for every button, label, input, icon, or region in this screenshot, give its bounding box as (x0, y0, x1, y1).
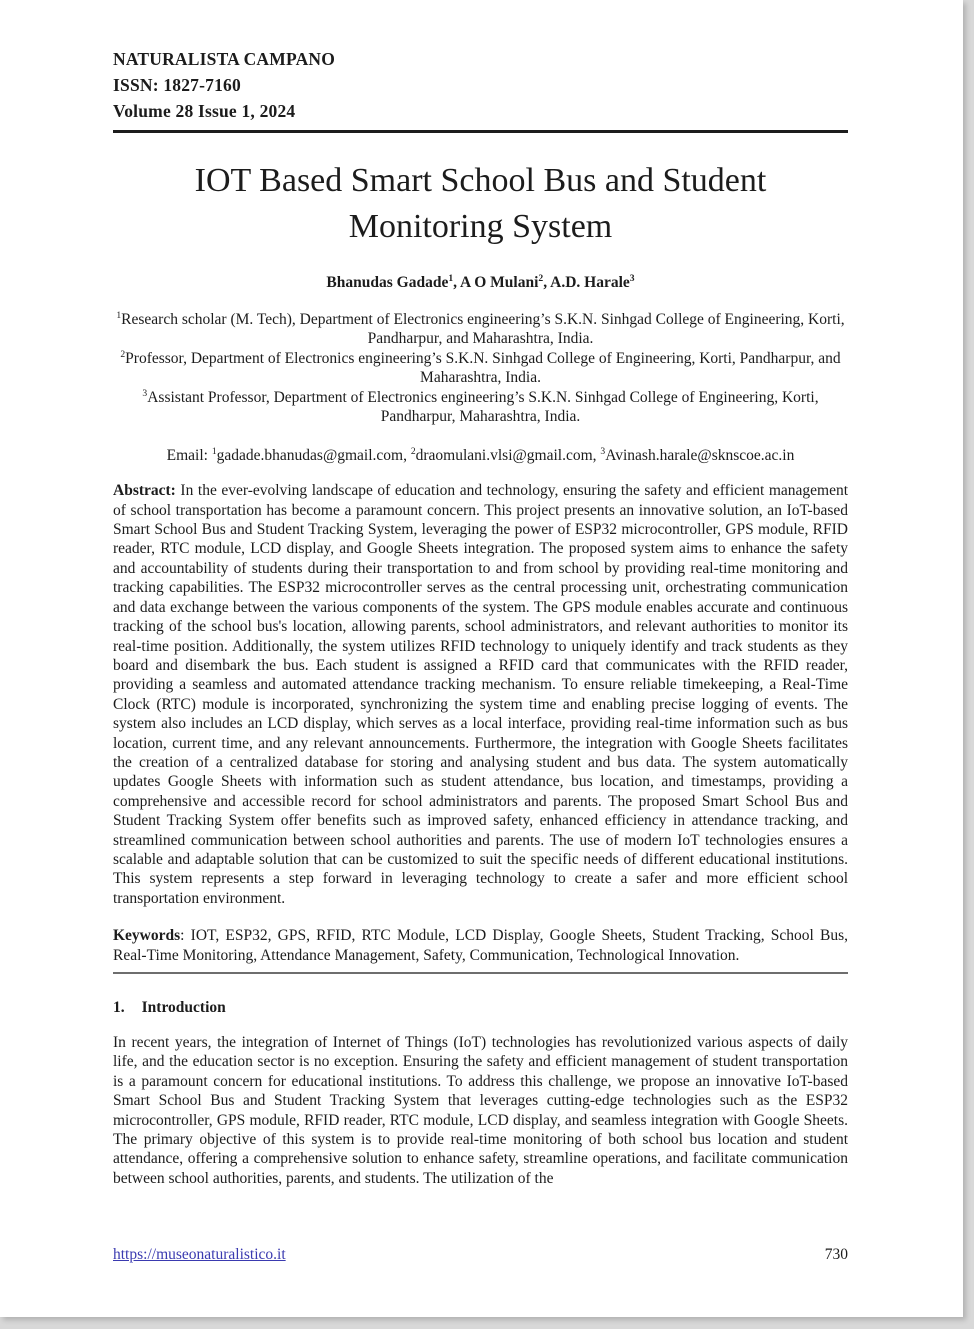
introduction-paragraph: In recent years, the integration of Internet of Things (IoT) technologies has revolutionized various aspects of daily life, and the education sector is no exception. Ensuring the safety and efficient management of student transportation is a paramount concern for educational institutions. To address this challenge, we propose an innovative IoT-based Smart School Bus and Student Tracking System that leverages cutting-edge technologies such as the ESP32 microcontroller, GPS module, RFID reader, RTC module, LCD display, and seamless integration with Google Sheets. The primary objective of this system is to provide real-time monitoring of both school bus location and student attendance, offering a comprehensive solution to enhance safety, streamline operations, and facilitate communication between school authorities, parents, and students. The utilization of the (113, 1034, 848, 1187)
journal-volume-issue: Volume 28 Issue 1, 2024 (113, 101, 296, 121)
author: Bhanudas Gadade$^1$, (326, 272, 461, 291)
author: A O Mulani$^2$, (460, 272, 551, 291)
section-heading-introduction (113, 999, 848, 1017)
journal-masthead (113, 46, 848, 124)
affiliations-block (113, 310, 848, 427)
email-label: Email: (166, 446, 208, 464)
email-item: $^3$Avinash.harale@sknscoe.ac.in (600, 445, 795, 464)
affiliation-marker: 1 (116, 309, 122, 321)
affiliation-line: $^3$Assistant Professor, Department of Electronics engineering’s S.K.N. Sinhgad College of Engineering, Korti, Pandharpur, Maharashtra, India. (142, 387, 819, 426)
email-item: $^2$draomulani.vlsi@gmail.com, (410, 445, 601, 464)
page-number: 730 (824, 1246, 848, 1263)
affiliation-line: $^1$Research scholar (M. Tech), Department of Electronics engineering’s S.K.N. Sinhgad College of Engineering, Korti, Pandharpur, and Maharashtra, India. (116, 309, 845, 348)
keywords-text: : IOT, ESP32, GPS, RFID, RTC Module, LCD Display, Google Sheets, Student Tracking, School Bus, Real-Time Monitoring, Attendance Management, Safety, Communication, Technological Innovation. (113, 927, 848, 964)
abstract-label: Abstract: (113, 482, 176, 500)
author: A.D. Harale$^3$ (550, 272, 635, 291)
keywords-label: Keywords (113, 927, 181, 945)
journal-name: NATURALISTA CAMPANO (113, 49, 336, 69)
paper-title (113, 158, 848, 250)
header-divider (113, 130, 848, 133)
journal-website-link[interactable]: https://museonaturalistico.it (113, 1246, 286, 1263)
journal-issn: ISSN: 1827-7160 (113, 75, 241, 95)
authors-line (113, 273, 848, 293)
paper-title-line2: Monitoring System (348, 208, 613, 245)
section-number: 1. (113, 999, 125, 1017)
email-item: $^1$gadade.bhanudas@gmail.com, (211, 445, 411, 464)
keywords-paragraph (113, 926, 848, 974)
affiliation-marker: 2 (120, 348, 126, 360)
paper-title-line1: IOT Based Smart School Bus and Student (194, 162, 767, 199)
section-title: Introduction (141, 999, 226, 1017)
abstract-text: In the ever-evolving landscape of education and technology, ensuring the safety and efficient management of school transportation has become a paramount concern. This project presents an innovative solution, an IoT-based Smart School Bus and Student Tracking System, leveraging the power of ESP32 microcontroller, GPS module, RFID reader, RTC module, LCD display, and Google Sheets integration. The proposed system aims to enhance the safety and accountability of students during their transportation to and from school by providing real-time monitoring and tracking capabilities. The ESP32 microcontroller serves as the central processing unit, orchestrating communication and data exchange between the various components of the system. The GPS module enables accurate and continuous tracking of the school bus's location, allowing parents, school administrators, and relevant authorities to monitor its real-time position. Additionally, the system utilizes RFID technology to uniquely identify and track students as they board and disembark the bus. Each student is assigned a RFID card that communicates with the RFID reader, providing a seamless and automated attendance tracking mechanism. To ensure reliable timekeeping, a Real-Time Clock (RTC) module is incorporated, synchronizing the system time and enabling precise logging of events. The system also includes an LCD display, which serves as a local interface, providing real-time information such as bus location, current time, and any relevant announcements. Furthermore, the integration with Google Sheets facilitates the creation of a centralized database for storing and analysing student and bus data. The system automatically updates Google Sheets with information such as student attendance, bus location, and timestamps, providing a comprehensive and accessible record for school administrators and parents. The proposed Smart School Bus and Student Tracking System offer benefits such as improved safety, enhanced efficiency in attendance tracking, and streamlined communication between school authorities and parents. The use of modern IoT technologies ensures a scalable and adaptable solution that can be customized to suit the specific needs of different educational institutions. This system represents a step forward in leveraging technology to create a safer and more efficient school transportation environment. (113, 482, 849, 907)
affiliation-marker: 3 (142, 387, 148, 399)
affiliation-line: $^2$Professor, Department of Electronics engineering’s S.K.N. Sinhgad College of Engineering, Korti, Pandharpur, and Maharashtra, India. (120, 348, 841, 387)
author-affiliation-marker: 1 (448, 272, 454, 284)
email-line (113, 446, 848, 466)
author-affiliation-marker: 3 (629, 272, 635, 284)
page-footer (113, 1246, 848, 1264)
author-affiliation-marker: 2 (538, 272, 544, 284)
abstract-paragraph (113, 481, 848, 908)
